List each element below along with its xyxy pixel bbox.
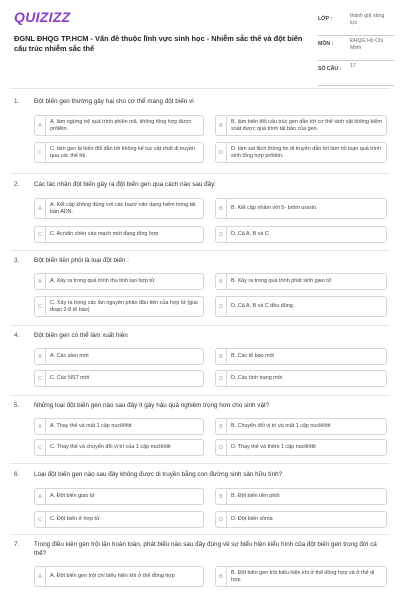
answer-option-a[interactable]	[34, 348, 204, 365]
question-number: 3.	[14, 257, 20, 264]
answer-option-a[interactable]	[34, 273, 204, 290]
answer-option-c[interactable]	[34, 296, 204, 317]
question-number: 7.	[14, 541, 20, 548]
option-text: B. Các tế bào mới	[231, 353, 275, 359]
question-number: 4.	[14, 332, 20, 339]
meta-count	[318, 63, 394, 88]
meta-subject	[318, 38, 394, 63]
answer-option-a[interactable]	[34, 198, 204, 219]
option-letter: A	[35, 274, 46, 289]
option-text: A. Thay thế và mất 1 cặp nuclêôtit	[50, 423, 132, 429]
answer-option-a[interactable]	[34, 418, 204, 435]
answer-option-b[interactable]	[215, 273, 387, 290]
meta-class-label: LỚP :	[318, 16, 333, 22]
option-text: A. Kết cặp không đúng với các bazơ nitơ dạng hiếm trong tái bản ADN.	[50, 201, 196, 215]
option-letter: D	[216, 143, 227, 162]
option-text: D. Đột biến xôma	[231, 516, 273, 522]
option-letter: D	[216, 227, 227, 242]
meta-class	[318, 13, 394, 38]
answer-option-b[interactable]	[215, 198, 387, 219]
answer-option-d[interactable]	[215, 370, 387, 387]
answer-option-d[interactable]	[215, 296, 387, 317]
question-text: Đột biến tiền phôi là loại đột biến :	[34, 257, 129, 264]
option-text: A. Xảy ra trong quá trình thụ tinh tạo hợp tử	[50, 278, 155, 284]
answer-option-a[interactable]	[34, 566, 204, 587]
answer-option-b[interactable]	[215, 348, 387, 365]
question-number: 2.	[14, 181, 20, 188]
answer-option-b[interactable]	[215, 115, 387, 136]
option-letter: A	[35, 567, 46, 586]
answer-option-b[interactable]	[215, 488, 387, 505]
option-text: D. Các tính trạng mới	[231, 375, 283, 381]
header-divider	[10, 88, 390, 89]
answer-option-a[interactable]	[34, 115, 204, 136]
option-text: B. Kết cặp nhầm với 5- brôm uraxin.	[231, 205, 318, 211]
answer-option-c[interactable]	[34, 439, 204, 456]
answer-option-a[interactable]	[34, 488, 204, 505]
option-text: C. Xảy ra trong các lần nguyên phân đầu tiên của hợp tử (giai đoạn 2-8 tế bào)	[50, 299, 198, 313]
worksheet-meta	[318, 13, 394, 88]
meta-divider	[318, 85, 394, 86]
question-divider	[10, 173, 390, 174]
question-number: 5.	[14, 402, 20, 409]
option-letter: C	[35, 371, 46, 386]
option-letter: B	[216, 116, 227, 135]
option-letter: B	[216, 199, 227, 218]
answer-option-c[interactable]	[34, 370, 204, 387]
option-letter: D	[216, 297, 227, 316]
question-divider	[10, 250, 390, 251]
question-text: Trong điều kiện gen trội lặn hoàn toàn, phát biểu nào sau đây đúng về sự biểu hiện kiểu hình của đột biến gen trong đời cá thể?	[34, 541, 377, 557]
option-letter: B	[216, 567, 227, 586]
meta-count-label: SỐ CÂU :	[318, 66, 342, 72]
option-letter: B	[216, 349, 227, 364]
option-text: A. Đột biến gen trội chỉ biểu hiện khi ở thể đồng hợp	[50, 573, 175, 579]
answer-option-c[interactable]	[34, 142, 204, 163]
option-text: D. Cả A, B và C	[231, 231, 269, 237]
answer-option-b[interactable]	[215, 418, 387, 435]
question-text: Đột biến gen thường gây hại cho cơ thể mang đột biến vì	[34, 98, 194, 105]
worksheet-header	[0, 0, 400, 85]
answer-option-d[interactable]	[215, 142, 387, 163]
option-letter: C	[35, 512, 46, 527]
option-text: B. làm biến đổi cấu trúc gen dẫn tới cơ thể sinh vật không kiểm soát được quá trình tái bản của gen.	[231, 118, 382, 132]
option-letter: A	[35, 199, 46, 218]
option-text: C. Acridin chèn vào mạch mới đang tổng hợp	[50, 231, 159, 237]
option-text: A. Các alen mới	[50, 353, 89, 359]
question-number: 6.	[14, 471, 20, 478]
meta-divider	[318, 60, 394, 61]
answer-option-d[interactable]	[215, 226, 387, 243]
meta-class-value: thành giả năng lực	[350, 13, 385, 26]
answer-option-c[interactable]	[34, 226, 204, 243]
option-letter: A	[35, 116, 46, 135]
option-letter: C	[35, 297, 46, 316]
option-letter: C	[35, 440, 46, 455]
option-text: C. Thay thế và chuyển đổi vị trí của 1 cặp nuclêôtit	[50, 444, 171, 450]
question-text: Các tác nhân đột biến gây ra đột biến gen qua cách nào sau đây:	[34, 181, 217, 188]
option-text: B. Đột biến gen trội biểu hiện khi ở thể đồng hợp và ở thể dị hợp	[231, 569, 375, 583]
meta-count-value: 17	[350, 63, 356, 69]
option-text: B. Chuyển đổi vị trí và mất 1 cặp nuclêôtit	[231, 423, 331, 429]
question-divider	[10, 534, 390, 535]
question-text: Đột biến gen có thể làm xuất hiện	[34, 332, 128, 339]
question-text: Loại đột biến gen nào sau đây không được di truyền bằng con đường sinh sản hữu tính?	[34, 471, 283, 478]
option-letter: B	[216, 419, 227, 434]
option-text: D. Cả A, B và C đều đúng.	[231, 303, 295, 309]
option-letter: B	[216, 489, 227, 504]
answer-option-b[interactable]	[215, 566, 387, 587]
question-text: Những loại đột biến gen nào sau đây ít gây hậu quả nghiêm trọng hơn cho sinh vật?	[34, 402, 270, 409]
option-letter: A	[35, 419, 46, 434]
worksheet-title: ĐGNL ĐHQG TP.HCM - Vấn đề thuộc lĩnh vực sinh học - Nhiễm sắc thể và đột biến cấu trúc nhiễm sắc thể	[14, 34, 303, 53]
option-text: B. Đột biến tiền phôi	[231, 493, 280, 499]
option-text: D. làm sai lệch thông tin di truyền dẫn tới làm rối loạn quá trình sinh tổng hợp prôtêin.	[231, 145, 382, 159]
option-text: A. Đột biến giao tử	[50, 493, 95, 499]
question-divider	[10, 395, 390, 396]
option-letter: A	[35, 489, 46, 504]
question-divider	[10, 325, 390, 326]
option-text: C. Đột biến ở hợp tử	[50, 516, 100, 522]
option-text: C. Các NST mới	[50, 375, 90, 381]
question-divider	[10, 463, 390, 464]
option-letter: C	[35, 143, 46, 162]
meta-subject-value: ĐHQG Hồ Chí Minh	[350, 38, 384, 51]
answer-option-d[interactable]	[215, 439, 387, 456]
quizizz-logo: QUIZIZZ	[14, 9, 71, 25]
answer-option-d[interactable]	[215, 511, 387, 528]
option-letter: A	[35, 349, 46, 364]
option-text: C. làm gen bị biến đổi dẫn tới không kế tục vật chất di truyền qua các thế hệ.	[50, 145, 195, 159]
option-letter: D	[216, 371, 227, 386]
option-letter: C	[35, 227, 46, 242]
answer-option-c[interactable]	[34, 511, 204, 528]
option-letter: B	[216, 274, 227, 289]
option-text: D. Thay thế và thêm 1 cặp nuclêôtit	[231, 444, 316, 450]
option-letter: D	[216, 440, 227, 455]
option-text: B. Xảy ra trong quá trình phát sinh giao tử	[231, 278, 332, 284]
option-letter: D	[216, 512, 227, 527]
question-number: 1.	[14, 98, 20, 105]
option-text: A. làm ngừng trệ quá trình phiên mã, không tổng hợp được prôtêin.	[50, 118, 192, 132]
meta-subject-label: MÔN :	[318, 41, 334, 47]
meta-divider	[318, 35, 394, 36]
